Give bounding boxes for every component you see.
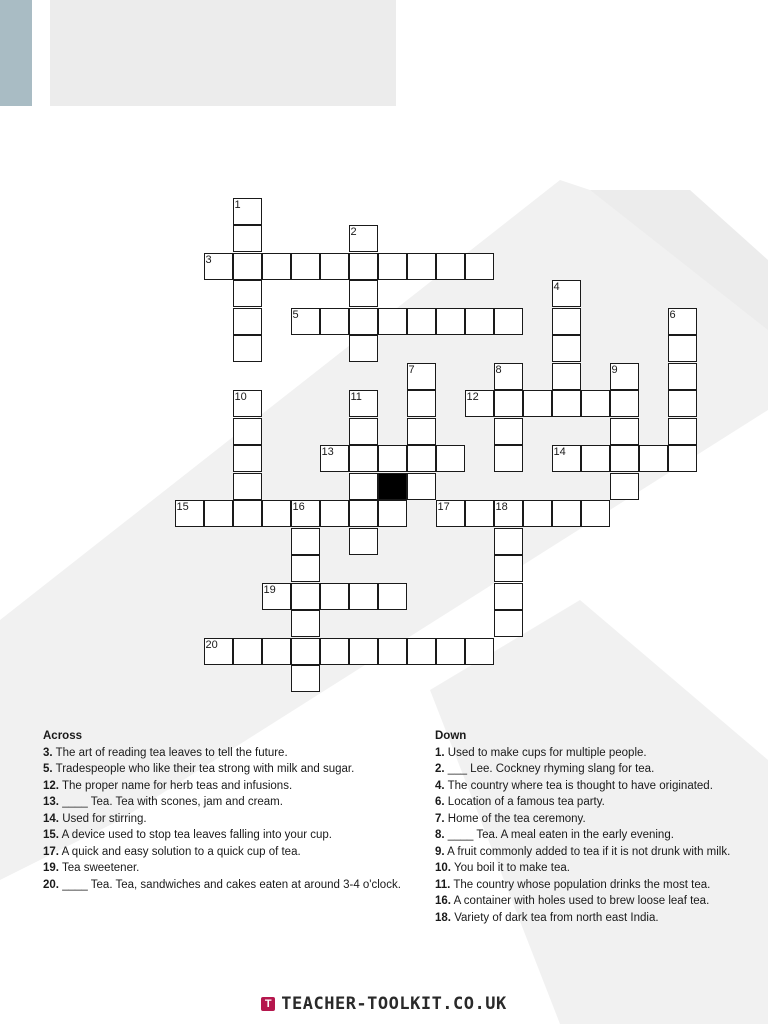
crossword-cell[interactable] bbox=[204, 500, 233, 527]
crossword-cell[interactable] bbox=[436, 308, 465, 335]
crossword-cell[interactable] bbox=[494, 528, 523, 555]
crossword-cell[interactable] bbox=[349, 500, 378, 527]
crossword-cell[interactable] bbox=[233, 390, 262, 417]
crossword-cell[interactable] bbox=[668, 335, 697, 362]
crossword-cell[interactable] bbox=[494, 363, 523, 390]
crossword-cell[interactable] bbox=[291, 583, 320, 610]
crossword-cell[interactable] bbox=[262, 500, 291, 527]
crossword-cell[interactable] bbox=[349, 308, 378, 335]
crossword-cell[interactable] bbox=[436, 500, 465, 527]
crossword-cell[interactable] bbox=[291, 610, 320, 637]
crossword-cell[interactable] bbox=[610, 473, 639, 500]
down-clue: 11. The country whose population drinks the most tea. bbox=[435, 878, 711, 891]
crossword-cell[interactable] bbox=[465, 253, 494, 280]
clue-number: 12 bbox=[466, 391, 479, 403]
crossword-cell[interactable] bbox=[552, 390, 581, 417]
crossword-cell[interactable] bbox=[523, 500, 552, 527]
crossword-cell[interactable] bbox=[349, 418, 378, 445]
teacher-toolkit-logo-icon: T bbox=[261, 997, 275, 1011]
crossword-cell[interactable] bbox=[349, 445, 378, 472]
crossword-cell[interactable] bbox=[349, 583, 378, 610]
down-clue: 16. A container with holes used to brew loose leaf tea. bbox=[435, 895, 710, 907]
crossword-cell[interactable] bbox=[233, 473, 262, 500]
crossword-cell[interactable] bbox=[610, 418, 639, 445]
clue-number: 9 bbox=[611, 363, 618, 376]
down-clue: 7. Home of the tea ceremony. bbox=[435, 812, 586, 825]
crossword-cell[interactable] bbox=[291, 308, 320, 335]
crossword-cell[interactable] bbox=[204, 638, 233, 665]
down-clue: 6. Location of a famous tea party. bbox=[435, 796, 605, 808]
clue-number: 11 bbox=[350, 391, 362, 403]
clue-number: 2 bbox=[350, 226, 357, 238]
crossword-cell[interactable] bbox=[610, 363, 639, 390]
crossword-cell[interactable] bbox=[465, 308, 494, 335]
crossword-cell[interactable] bbox=[233, 638, 262, 665]
crossword-cell[interactable] bbox=[291, 555, 320, 582]
clue-number: 4 bbox=[553, 281, 560, 293]
clue-number: 8 bbox=[495, 363, 502, 376]
crossword-cell[interactable] bbox=[291, 500, 320, 527]
crossword-cell[interactable] bbox=[320, 583, 349, 610]
footer-site-name: TEACHER-TOOLKIT.CO.UK bbox=[281, 994, 507, 1014]
crossword-cell[interactable] bbox=[262, 253, 291, 280]
crossword-cell[interactable] bbox=[320, 445, 349, 472]
clue-number: 3 bbox=[205, 253, 212, 266]
down-clues bbox=[435, 728, 765, 926]
crossword-cell[interactable] bbox=[494, 583, 523, 610]
crossword-cell[interactable] bbox=[349, 280, 378, 307]
crossword-cell[interactable] bbox=[378, 445, 407, 472]
crossword-cell[interactable] bbox=[581, 390, 610, 417]
down-heading: Down bbox=[435, 730, 467, 742]
crossword-cell[interactable] bbox=[320, 638, 349, 665]
crossword-cell[interactable] bbox=[465, 390, 494, 417]
clue-number: 14 bbox=[553, 446, 566, 458]
crossword-cell[interactable] bbox=[552, 500, 581, 527]
crossword-cell[interactable] bbox=[262, 583, 291, 610]
crossword-cell[interactable] bbox=[204, 253, 233, 280]
clue-number: 18 bbox=[495, 501, 508, 513]
crossword-cell[interactable] bbox=[378, 308, 407, 335]
crossword-cell[interactable] bbox=[668, 445, 697, 472]
clue-number: 13 bbox=[321, 446, 334, 458]
crossword-cell[interactable] bbox=[552, 363, 581, 390]
crossword-cell[interactable] bbox=[494, 610, 523, 637]
crossword-cell[interactable] bbox=[436, 445, 465, 472]
across-clue: 12. The proper name for herb teas and infusions. bbox=[43, 779, 293, 792]
crossword-cell[interactable] bbox=[233, 445, 262, 472]
crossword-cell[interactable] bbox=[436, 638, 465, 665]
crossword-cell[interactable] bbox=[378, 638, 407, 665]
crossword-cell[interactable] bbox=[523, 390, 552, 417]
crossword-black-cell bbox=[378, 473, 407, 500]
crossword-cell[interactable] bbox=[175, 500, 204, 527]
down-clue: 1. Used to make cups for multiple people. bbox=[435, 746, 647, 759]
footer bbox=[0, 994, 768, 1014]
crossword-cell[interactable] bbox=[407, 473, 436, 500]
crossword-cell[interactable] bbox=[581, 445, 610, 472]
across-clue: 3. The art of reading tea leaves to tell the future. bbox=[43, 746, 288, 759]
crossword-cell[interactable] bbox=[233, 280, 262, 307]
clue-number: 7 bbox=[408, 363, 415, 376]
down-clue: 2. ___ Lee. Cockney rhyming slang for tea. bbox=[435, 763, 655, 775]
crossword-cell[interactable] bbox=[320, 500, 349, 527]
crossword-cell[interactable] bbox=[378, 583, 407, 610]
across-clues bbox=[43, 728, 423, 893]
across-heading: Across bbox=[43, 730, 82, 742]
crossword-cell[interactable] bbox=[378, 253, 407, 280]
crossword-cell[interactable] bbox=[668, 363, 697, 390]
crossword-cell[interactable] bbox=[349, 638, 378, 665]
crossword-cell[interactable] bbox=[552, 445, 581, 472]
crossword-cell[interactable] bbox=[552, 335, 581, 362]
crossword-cell[interactable] bbox=[407, 638, 436, 665]
crossword-cell[interactable] bbox=[407, 418, 436, 445]
crossword-cell[interactable] bbox=[407, 308, 436, 335]
down-clue: 4. The country where tea is thought to have originated. bbox=[435, 779, 713, 792]
crossword-cell[interactable] bbox=[291, 528, 320, 555]
crossword-cell[interactable] bbox=[494, 500, 523, 527]
crossword-cell[interactable] bbox=[233, 198, 262, 225]
clue-number: 19 bbox=[263, 583, 276, 596]
crossword-cell[interactable] bbox=[494, 390, 523, 417]
clue-number: 1 bbox=[234, 198, 241, 211]
crossword-cell[interactable] bbox=[552, 280, 581, 307]
crossword-cell[interactable] bbox=[378, 500, 407, 527]
crossword-cell[interactable] bbox=[552, 308, 581, 335]
crossword-cell[interactable] bbox=[233, 253, 262, 280]
across-clue: 17. A quick and easy solution to a quick cup of tea. bbox=[43, 845, 301, 858]
crossword-cell[interactable] bbox=[407, 363, 436, 390]
across-clue: 15. A device used to stop tea leaves falling into your cup. bbox=[43, 829, 332, 841]
crossword-cell[interactable] bbox=[349, 528, 378, 555]
across-clue: 19. Tea sweetener. bbox=[43, 862, 140, 874]
crossword-cell[interactable] bbox=[407, 253, 436, 280]
down-clue: 8. ____ Tea. A meal eaten in the early evening. bbox=[435, 829, 674, 841]
clue-number: 16 bbox=[292, 501, 305, 513]
crossword-cell[interactable] bbox=[639, 445, 668, 472]
across-clue: 14. Used for stirring. bbox=[43, 812, 147, 825]
crossword-cell[interactable] bbox=[233, 308, 262, 335]
across-clue: 5. Tradespeople who like their tea strong with milk and sugar. bbox=[43, 763, 355, 775]
crossword-cell[interactable] bbox=[233, 418, 262, 445]
crossword-cell[interactable] bbox=[668, 418, 697, 445]
crossword-cell[interactable] bbox=[581, 500, 610, 527]
down-clue: 18. Variety of dark tea from north east India. bbox=[435, 911, 659, 924]
crossword-cell[interactable] bbox=[349, 253, 378, 280]
clue-number: 20 bbox=[205, 638, 218, 651]
crossword-cell[interactable] bbox=[436, 253, 465, 280]
crossword-cell[interactable] bbox=[320, 253, 349, 280]
clue-number: 5 bbox=[292, 308, 299, 321]
crossword-cell[interactable] bbox=[349, 225, 378, 252]
crossword-cell[interactable] bbox=[291, 638, 320, 665]
crossword-cell[interactable] bbox=[349, 473, 378, 500]
crossword-cell[interactable] bbox=[465, 638, 494, 665]
clue-number: 15 bbox=[176, 501, 189, 513]
crossword-cell[interactable] bbox=[494, 418, 523, 445]
clue-number: 6 bbox=[669, 308, 676, 321]
crossword-cell[interactable] bbox=[291, 253, 320, 280]
crossword-cell[interactable] bbox=[407, 445, 436, 472]
crossword-cell[interactable] bbox=[262, 638, 291, 665]
crossword-cell[interactable] bbox=[349, 335, 378, 362]
crossword-cell[interactable] bbox=[610, 445, 639, 472]
crossword-cell[interactable] bbox=[407, 390, 436, 417]
crossword-cell[interactable] bbox=[610, 390, 639, 417]
across-clue: 13. ____ Tea. Tea with scones, jam and cream. bbox=[43, 796, 283, 808]
crossword-cell[interactable] bbox=[494, 445, 523, 472]
crossword-cell[interactable] bbox=[291, 665, 320, 692]
crossword-cell[interactable] bbox=[233, 225, 262, 252]
crossword-cell[interactable] bbox=[494, 308, 523, 335]
clue-number: 17 bbox=[437, 501, 450, 513]
crossword-cell[interactable] bbox=[233, 500, 262, 527]
clue-number: 10 bbox=[234, 391, 247, 403]
crossword-cell[interactable] bbox=[668, 390, 697, 417]
crossword-cell[interactable] bbox=[349, 390, 378, 417]
across-clue: 20. ____ Tea. Tea, sandwiches and cakes eaten at around 3-4 o'clock. bbox=[43, 878, 401, 891]
crossword-cell[interactable] bbox=[320, 308, 349, 335]
crossword-cell[interactable] bbox=[494, 555, 523, 582]
crossword-cell[interactable] bbox=[668, 308, 697, 335]
crossword-cell[interactable] bbox=[465, 500, 494, 527]
down-clue: 10. You boil it to make tea. bbox=[435, 862, 570, 874]
down-clue: 9. A fruit commonly added to tea if it is not drunk with milk. bbox=[435, 845, 731, 858]
crossword-cell[interactable] bbox=[233, 335, 262, 362]
